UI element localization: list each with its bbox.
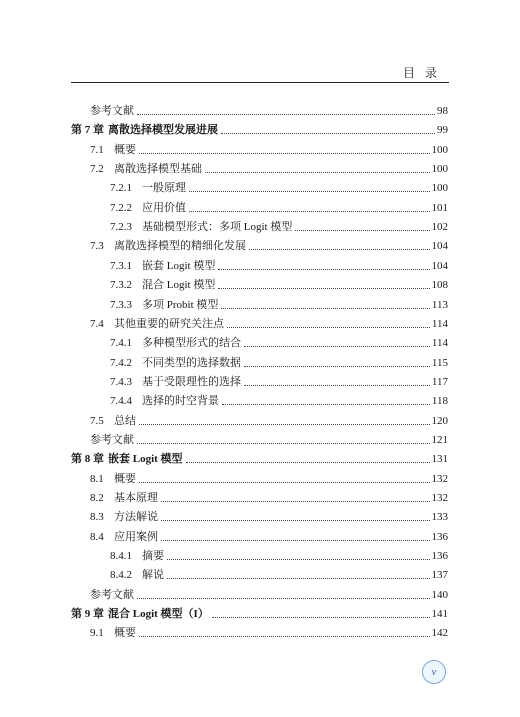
toc-entry-page: 100 xyxy=(431,182,448,195)
toc-leader-dots xyxy=(161,519,430,521)
toc-leader-dots xyxy=(137,442,430,444)
toc-leader-dots xyxy=(244,345,430,347)
toc-entry[interactable] xyxy=(90,466,448,486)
toc-entry[interactable] xyxy=(90,427,448,447)
header-title: 目录 xyxy=(402,66,447,80)
toc-entry-number: 7.2.1 xyxy=(110,182,132,195)
toc-entry-number: 8.3 xyxy=(90,511,104,524)
toc-leader-dots xyxy=(161,500,430,502)
toc-leader-dots xyxy=(167,558,430,560)
toc-leader-dots xyxy=(212,616,430,618)
toc-entry-number: 7.4 xyxy=(90,317,104,330)
toc-leader-dots xyxy=(244,365,430,367)
toc-entry-number: 7.4.2 xyxy=(110,356,132,369)
toc-entry[interactable] xyxy=(71,117,448,137)
toc-entry-page: 114 xyxy=(431,337,448,350)
toc-entry-page: 132 xyxy=(431,472,448,485)
toc-entry-title: 基本原理 xyxy=(114,492,158,504)
toc-entry[interactable] xyxy=(110,350,448,370)
toc-entry[interactable] xyxy=(90,311,448,331)
toc-entry-title: 混合 Logit 模型（I） xyxy=(108,608,209,621)
toc-entry-title: 解说 xyxy=(142,569,164,582)
toc-entry-page: 117 xyxy=(431,375,448,388)
toc-leader-dots xyxy=(189,210,430,212)
toc-leader-dots xyxy=(221,132,435,134)
toc-entry-number: 7.4.1 xyxy=(110,337,132,350)
toc-entry-number: 7.3.2 xyxy=(110,279,132,292)
toc-entry-title: 基于受限理性的选择 xyxy=(142,375,241,388)
toc-entry[interactable] xyxy=(110,388,448,408)
toc-entry-number: 7.3 xyxy=(90,240,104,253)
toc-entry-title: 参考文献 xyxy=(90,588,134,601)
toc-entry[interactable] xyxy=(110,369,448,389)
toc-entry-number: 7.4.3 xyxy=(110,375,132,388)
toc-leader-dots xyxy=(139,481,430,483)
toc-entry-page: 121 xyxy=(431,433,448,446)
toc-entry-title: 应用案例 xyxy=(114,530,158,543)
toc-entry-title: 混合 Logit 模型 xyxy=(142,279,216,292)
toc-entry-title: 不同类型的选择数据 xyxy=(142,356,241,369)
toc-entry[interactable] xyxy=(90,408,448,428)
toc-leader-dots xyxy=(186,461,430,463)
toc-entry[interactable] xyxy=(71,446,448,466)
toc-leader-dots xyxy=(205,171,430,173)
toc-leader-dots xyxy=(244,384,430,386)
toc-entry-title: 概要 xyxy=(114,143,136,156)
toc-entry[interactable] xyxy=(71,601,448,621)
toc-leader-dots xyxy=(161,539,430,541)
toc-entry-page: 108 xyxy=(431,279,448,292)
toc-entry-title: 一般原理 xyxy=(142,182,186,195)
toc-entry-page: 101 xyxy=(431,201,448,214)
toc-entry-page: 142 xyxy=(431,627,448,640)
toc-leader-dots xyxy=(222,403,430,405)
toc-entry-page: 102 xyxy=(431,221,448,234)
toc-leader-dots xyxy=(139,635,430,637)
toc-entry-number: 8.1 xyxy=(90,472,104,485)
toc-entry[interactable] xyxy=(90,504,448,524)
toc-entry-page: 100 xyxy=(431,163,448,176)
toc-leader-dots xyxy=(139,152,430,154)
toc-entry-page: 115 xyxy=(431,356,448,369)
toc-entry[interactable] xyxy=(110,292,448,312)
toc-entry-title: 概要 xyxy=(114,627,136,640)
toc-leader-dots xyxy=(167,577,430,579)
toc-entry-page: 120 xyxy=(431,414,448,427)
toc-entry[interactable] xyxy=(90,485,448,505)
toc-entry-number: 第 7 章 xyxy=(71,124,104,137)
toc-entry-title: 多项 Probit 模型 xyxy=(142,298,219,311)
toc-entry-page: 141 xyxy=(431,608,448,621)
toc-entry[interactable] xyxy=(90,524,448,544)
toc-entry-number: 7.3.1 xyxy=(110,259,132,272)
toc-entry-title: 多种模型形式的结合 xyxy=(142,337,241,350)
toc-entry-number: 7.3.3 xyxy=(110,298,132,311)
toc-entry-title: 参考文献 xyxy=(90,105,134,117)
toc-entry-title: 总结 xyxy=(114,414,136,427)
toc-entry-page: 137 xyxy=(431,569,448,582)
toc-entry-page: 136 xyxy=(431,550,448,563)
toc-leader-dots xyxy=(218,268,429,270)
toc-entry-title: 嵌套 Logit 模型 xyxy=(142,259,216,272)
toc-entry-number: 7.4.4 xyxy=(110,395,132,408)
toc-leader-dots xyxy=(221,307,430,309)
toc-leader-dots xyxy=(189,190,430,192)
toc-entry-page: 98 xyxy=(437,105,448,117)
toc-entry-title: 离散选择模型的精细化发展 xyxy=(114,240,246,253)
toc-entry-number: 7.2.2 xyxy=(110,201,132,214)
toc-entry-title: 基础模型形式：多项 Logit 模型 xyxy=(142,221,293,234)
toc-entry-page: 118 xyxy=(431,395,448,408)
toc-entry-number: 第 9 章 xyxy=(71,608,104,621)
toc-entry-page: 133 xyxy=(431,511,448,524)
toc-entry-number: 7.5 xyxy=(90,414,104,427)
toc-entry[interactable] xyxy=(110,543,448,563)
toc-entry-number: 8.4.2 xyxy=(110,569,132,582)
toc-entry-title: 其他重要的研究关注点 xyxy=(114,317,224,330)
toc-leader-dots xyxy=(249,248,430,250)
toc-entry-title: 选择的时空背景 xyxy=(142,395,219,408)
toc-entry-title: 离散选择模型基础 xyxy=(114,163,202,176)
toc-entry-title: 参考文献 xyxy=(90,433,134,446)
toc-entry-title: 方法解说 xyxy=(114,511,158,524)
toc-leader-dots xyxy=(218,287,429,289)
toc-entry[interactable] xyxy=(110,330,448,350)
toc-entry-title: 嵌套 Logit 模型 xyxy=(108,453,183,466)
toc-entry[interactable] xyxy=(110,253,448,273)
toc-entry-page: 99 xyxy=(437,124,448,137)
toc-entry[interactable] xyxy=(90,137,448,157)
toc-entry-page: 100 xyxy=(431,143,448,156)
toc-entry-number: 7.2 xyxy=(90,163,104,176)
toc-entry-page: 104 xyxy=(431,240,448,253)
toc-leader-dots xyxy=(227,326,430,328)
toc-entry-title: 摘要 xyxy=(142,550,164,563)
header-rule xyxy=(71,82,449,83)
toc-entry-title: 应用价值 xyxy=(142,201,186,214)
toc-leader-dots xyxy=(137,597,430,599)
toc-entry[interactable] xyxy=(110,195,448,215)
toc-entry[interactable] xyxy=(110,562,448,582)
toc-entry-page: 104 xyxy=(431,259,448,272)
toc-entry[interactable] xyxy=(90,233,448,253)
toc-entry-number: 第 8 章 xyxy=(71,453,104,466)
toc-entry[interactable] xyxy=(90,156,448,176)
toc-entry-number: 8.4 xyxy=(90,530,104,543)
page-header xyxy=(71,64,449,80)
toc-entry[interactable] xyxy=(110,272,448,292)
toc-entry-page: 114 xyxy=(431,317,448,330)
page-number-badge: v xyxy=(422,660,446,684)
toc-entry-page: 113 xyxy=(431,298,448,311)
toc-entry-number: 7.1 xyxy=(90,143,104,156)
toc-entry-page: 136 xyxy=(431,530,448,543)
toc-entry[interactable] xyxy=(90,98,448,118)
toc-leader-dots xyxy=(295,229,429,231)
toc-entry-page: 131 xyxy=(431,453,448,466)
toc-entry-number: 9.1 xyxy=(90,627,104,640)
toc-entry-page: 140 xyxy=(431,588,448,601)
toc-entry-number: 8.2 xyxy=(90,492,104,504)
toc-leader-dots xyxy=(137,113,435,115)
toc-entry[interactable] xyxy=(90,582,448,602)
toc-entry-page: 132 xyxy=(431,492,448,504)
toc-entry[interactable] xyxy=(90,620,448,640)
toc-entry-title: 概要 xyxy=(114,472,136,485)
toc-entry-number: 8.4.1 xyxy=(110,550,132,563)
toc-entry[interactable] xyxy=(110,214,448,234)
toc-entry-title: 离散选择模型发展进展 xyxy=(108,124,218,137)
toc-entry-number: 7.2.3 xyxy=(110,221,132,234)
toc-leader-dots xyxy=(139,423,430,425)
toc-entry[interactable] xyxy=(110,175,448,195)
